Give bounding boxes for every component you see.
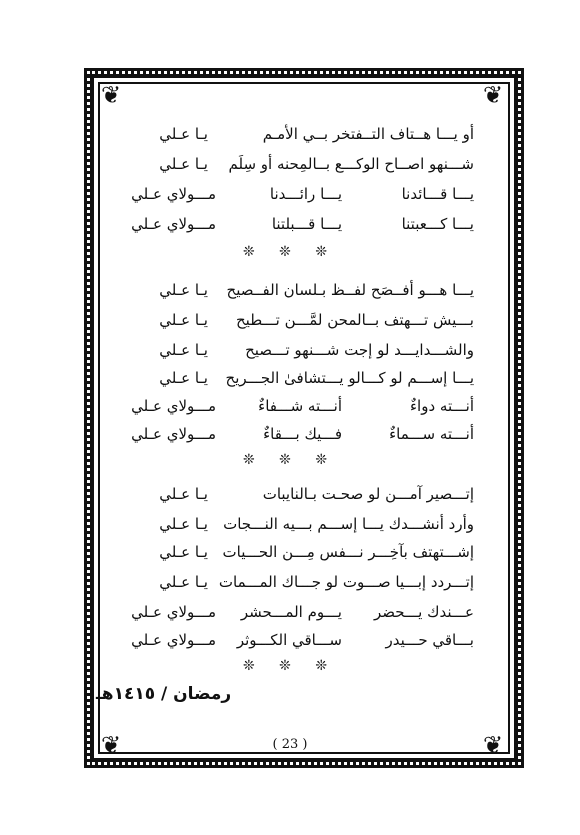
verse-line: بـــيش تـــهتف بــالمحن لمَّـــن تـــطيح <box>235 311 474 329</box>
corner-ornament-icon: ❦ <box>100 81 122 109</box>
corner-ornament-icon: ❦ <box>482 731 504 759</box>
verse-refrain: يـا عـلي <box>159 543 208 561</box>
verse-refrain: يـا عـلي <box>159 369 208 387</box>
verse-refrain: مـــولاي عـلي <box>131 425 216 443</box>
verse-line: شـــنهو اصــاح الوكـــع بــالمِحنه أو سِلَم <box>228 155 474 173</box>
verse-part: يـــا رائـــدنا <box>269 185 342 203</box>
verse-line: إتـــردد إبـــيا صـــوت لو جـــاك المـــمات <box>218 573 474 591</box>
verse-refrain: مـــولاي عـلي <box>131 215 216 233</box>
verse-refrain: يـا عـلي <box>159 341 208 359</box>
verse-part: يـــا قـــبلتنا <box>271 215 342 233</box>
verse-line: إتـــصير آمـــن لو صحـت بـالنايبات <box>262 485 474 503</box>
verse-part: يـــا كـــعبتنا <box>401 215 474 233</box>
verse-line: إشـــتهتف بآخِـــر نـــفس مِـــن الحـــيات <box>222 543 474 561</box>
verse-refrain: يـا عـلي <box>159 311 208 329</box>
verse-refrain: مـــولاي عـلي <box>131 397 216 415</box>
verse-refrain: مـــولاي عـلي <box>131 185 216 203</box>
verse-refrain: يـا عـلي <box>159 573 208 591</box>
corner-ornament-icon: ❦ <box>482 81 504 109</box>
verse-line: والشـــدايـــد لو إجت شـــنهو تـــصيح <box>245 341 474 359</box>
verse-part: أنـــته دواءٌ <box>409 397 474 415</box>
verse-part: يـــوم المـــحشر <box>240 603 342 621</box>
verse-line: أو يـــا هــتاف التــفتخر بــي الأمـم <box>262 125 474 143</box>
verse-part: بـــاقي حـــيدر <box>385 631 474 649</box>
verse-line: وأرد أنشـــدك يـــا إســـم بـــيه النـــجات <box>223 515 474 533</box>
verse-part: أنـــته شـــفاءٌ <box>258 397 342 415</box>
verse-part: أنـــته ســـماءٌ <box>389 425 474 443</box>
verse-part: ســـاقي الكـــوثر <box>236 631 342 649</box>
verse-refrain: يـا عـلي <box>159 125 208 143</box>
verse-refrain: يـا عـلي <box>159 515 208 533</box>
verse-part: فـــيك بـــقاءٌ <box>263 425 342 443</box>
verse-refrain: يـا عـلي <box>159 155 208 173</box>
page-number: ( 23 ) <box>272 737 308 752</box>
stanza-separator: ❊ ❊ ❊ <box>242 658 338 674</box>
verse-refrain: يـا عـلي <box>159 281 208 299</box>
verse-refrain: مـــولاي عـلي <box>131 603 216 621</box>
stanza-separator: ❊ ❊ ❊ <box>242 244 338 260</box>
stanza-separator: ❊ ❊ ❊ <box>242 452 338 468</box>
verse-refrain: يـا عـلي <box>159 485 208 503</box>
date-line: رمضان / ١٤١٥هـ <box>96 684 232 704</box>
corner-ornament-icon: ❦ <box>100 731 122 759</box>
verse-line: يـــا إســـم لو كـــالو يـــتشافىٰ الجـــريح <box>225 369 474 387</box>
verse-part: يـــا قـــائدنا <box>401 185 474 203</box>
verse-line: يـــا هـــو أفــصَح لفــظ بـلسان الفــصيح <box>226 281 474 299</box>
verse-part: عـــندك يـــحضر <box>374 603 474 621</box>
verse-refrain: مـــولاي عـلي <box>131 631 216 649</box>
